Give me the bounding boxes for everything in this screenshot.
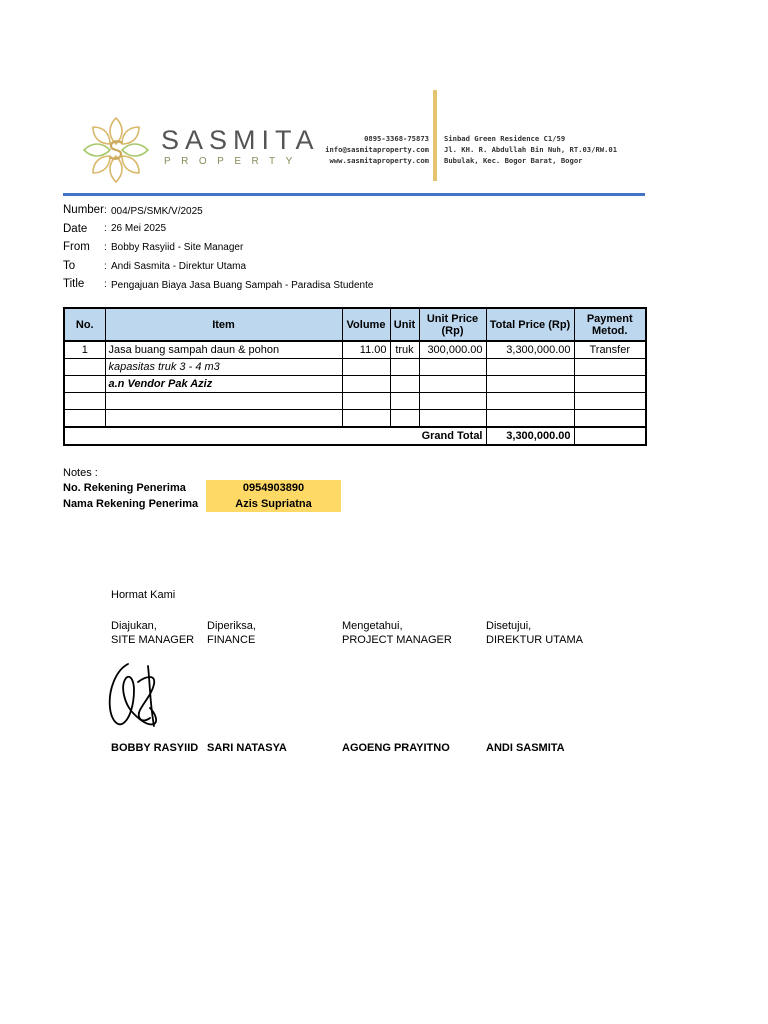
date-label: Date xyxy=(63,223,88,235)
account-number-label: No. Rekening Penerima xyxy=(63,482,186,494)
sig-action-project-manager: Mengetahui, xyxy=(342,620,403,632)
notes-label: Notes : xyxy=(63,467,98,479)
cell-volume xyxy=(342,376,390,393)
cell-total-price xyxy=(486,376,574,393)
col-header-item: Item xyxy=(105,308,342,341)
header-rule xyxy=(63,193,645,196)
sig-role-finance: FINANCE xyxy=(207,634,256,646)
cell-total-price xyxy=(486,359,574,376)
cell-payment xyxy=(574,393,646,410)
sig-name-finance: SARI NATASYA xyxy=(207,742,287,754)
cell-total-price xyxy=(486,410,574,428)
address-line-1: Sinbad Green Residence C1/59 xyxy=(444,134,566,143)
table-row xyxy=(64,393,646,410)
grand-total-payment xyxy=(574,427,646,445)
col-header-total-price: Total Price (Rp) xyxy=(486,308,574,341)
date-colon: : xyxy=(104,223,107,234)
company-website: www.sasmitaproperty.com xyxy=(329,156,429,165)
cell-unit xyxy=(390,376,419,393)
cell-no: 1 xyxy=(64,341,105,359)
table-row xyxy=(64,341,646,359)
cell-payment xyxy=(574,410,646,428)
grand-total-label: Grand Total xyxy=(64,427,486,445)
items-table xyxy=(63,307,647,446)
cell-total-price: 3,300,000.00 xyxy=(486,341,574,359)
date-value: 26 Mei 2025 xyxy=(111,223,167,234)
grand-total-value: 3,300,000.00 xyxy=(486,427,574,445)
table-row xyxy=(64,359,646,376)
table-header-row xyxy=(64,308,646,341)
cell-volume xyxy=(342,410,390,428)
company-logo-icon xyxy=(80,114,152,186)
cell-no xyxy=(64,376,105,393)
number-label: Number xyxy=(63,204,104,216)
cell-unit xyxy=(390,410,419,428)
from-label: From xyxy=(63,241,90,253)
title-label: Title xyxy=(63,278,85,290)
greeting: Hormat Kami xyxy=(111,589,176,601)
company-address xyxy=(444,133,617,166)
sig-role-site-manager: SITE MANAGER xyxy=(111,634,195,646)
number-colon: : xyxy=(104,205,107,216)
handwritten-signature-icon xyxy=(104,660,170,732)
cell-unit xyxy=(390,393,419,410)
cell-item: kapasitas truk 3 - 4 m3 xyxy=(105,359,342,376)
company-phone: 0895-3368-75873 xyxy=(364,134,429,143)
cell-no xyxy=(64,410,105,428)
cell-unit-price xyxy=(419,410,486,428)
sig-name-director: ANDI SASMITA xyxy=(486,742,565,754)
table-row xyxy=(64,376,646,393)
cell-unit-price xyxy=(419,393,486,410)
col-header-volume: Volume xyxy=(342,308,390,341)
sig-role-project-manager: PROJECT MANAGER xyxy=(342,634,452,646)
from-value: Bobby Rasyiid - Site Manager xyxy=(111,242,244,253)
address-line-3: Bubulak, Kec. Bogor Barat, Bogor xyxy=(444,156,583,165)
from-colon: : xyxy=(104,242,107,253)
sig-name-site-manager: BOBBY RASYIID xyxy=(111,742,199,754)
cell-unit-price xyxy=(419,359,486,376)
company-email: info@sasmitaproperty.com xyxy=(325,145,429,154)
title-value: Pengajuan Biaya Jasa Buang Sampah - Paradisa Studente xyxy=(111,280,374,291)
to-colon: : xyxy=(104,261,107,272)
sig-action-site-manager: Diajukan, xyxy=(111,620,157,632)
company-name: SASMITA xyxy=(161,125,320,155)
cell-unit-price: 300,000.00 xyxy=(419,341,486,359)
sig-name-project-manager: AGOENG PRAYITNO xyxy=(342,742,450,754)
cell-payment xyxy=(574,359,646,376)
cell-no xyxy=(64,393,105,410)
cell-payment: Transfer xyxy=(574,341,646,359)
contact-info xyxy=(325,133,429,166)
col-header-unit-price: Unit Price (Rp) xyxy=(419,308,486,341)
header-divider xyxy=(433,90,437,181)
cell-unit-price xyxy=(419,376,486,393)
col-header-no: No. xyxy=(64,308,105,341)
sig-action-finance: Diperiksa, xyxy=(207,620,256,632)
col-header-payment: Payment Metod. xyxy=(574,308,646,341)
cell-item xyxy=(105,410,342,428)
to-value: Andi Sasmita - Direktur Utama xyxy=(111,261,247,272)
grand-total-row xyxy=(64,427,646,445)
cell-unit: truk xyxy=(390,341,419,359)
col-header-unit: Unit xyxy=(390,308,419,341)
cell-item: Jasa buang sampah daun & pohon xyxy=(105,341,342,359)
sig-role-director: DIREKTUR UTAMA xyxy=(486,634,583,646)
address-line-2: Jl. KH. R. Abdullah Bin Nuh, RT.03/RW.01 xyxy=(444,145,618,154)
cell-no xyxy=(64,359,105,376)
to-label: To xyxy=(63,260,76,272)
cell-volume xyxy=(342,359,390,376)
cell-volume: 11.00 xyxy=(342,341,390,359)
cell-volume xyxy=(342,393,390,410)
number-value: 004/PS/SMK/V/2025 xyxy=(111,206,203,217)
title-colon: : xyxy=(104,279,107,290)
cell-item: a.n Vendor Pak Aziz xyxy=(105,376,342,393)
cell-payment xyxy=(574,376,646,393)
company-subtitle: PROPERTY xyxy=(164,156,303,167)
sig-action-director: Disetujui, xyxy=(486,620,532,632)
cell-total-price xyxy=(486,393,574,410)
table-row xyxy=(64,410,646,428)
account-name-label: Nama Rekening Penerima xyxy=(63,498,199,510)
cell-item xyxy=(105,393,342,410)
account-name-value: Azis Supriatna xyxy=(235,498,312,510)
account-number-value: 0954903890 xyxy=(242,482,305,494)
cell-unit xyxy=(390,359,419,376)
